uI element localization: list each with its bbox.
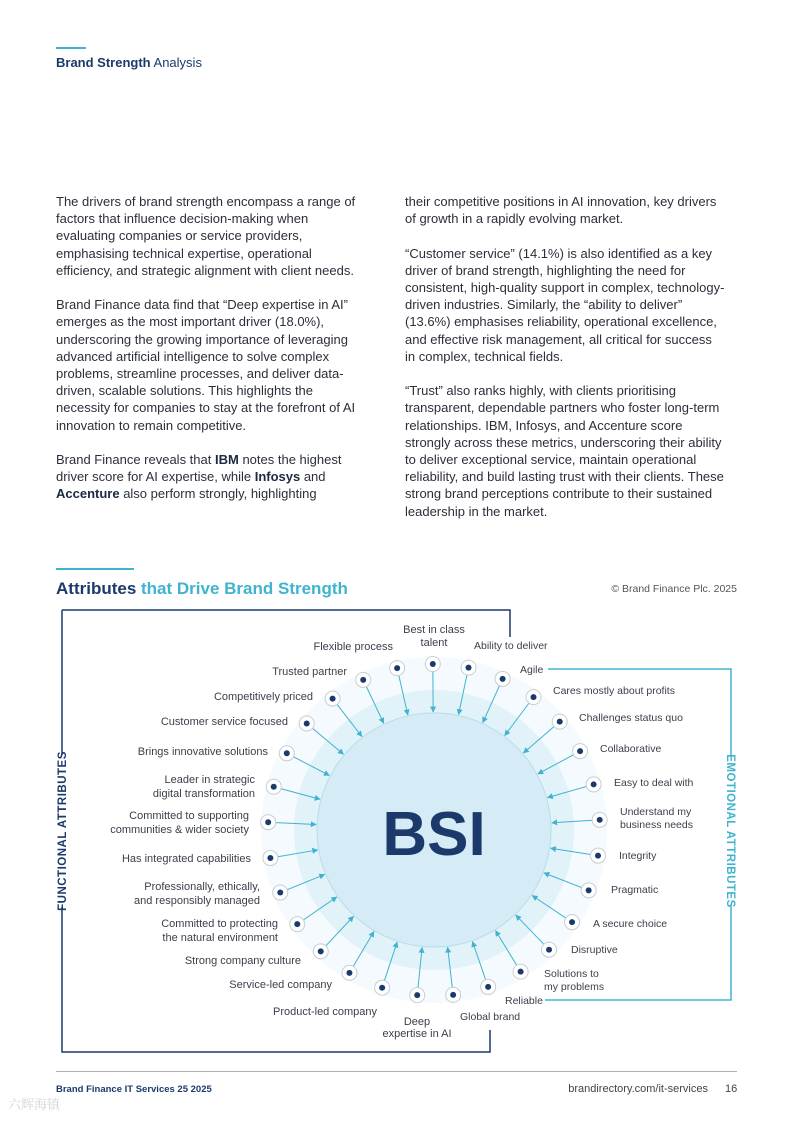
dot-professionally-ethically-and-responsibly-managed (277, 890, 283, 896)
footer-publication: Brand Finance IT Services 25 2025 (56, 1084, 212, 1095)
dot-disruptive (546, 947, 552, 953)
label-service-led-company: Service-led company (229, 979, 332, 991)
label-integrity: Integrity (619, 850, 657, 862)
dot-a-secure-choice (569, 919, 575, 925)
right-paragraph-3: “Trust” also ranks highly, with clients prioritising transparent, dependable partners who foster long-term relationships. IBM, Infosys, and Accenture score strongly across these metrics, underscoring their ability to deliver exceptional service, maintain operational reliability, and build lasting trust with their clients. These strong brand perceptions contribute to their sustained leadership in the market. (405, 383, 724, 519)
label-committed-to-protecting-environment: Committed to protecting the natural environment (161, 918, 278, 944)
dot-flexible-process (394, 665, 400, 671)
emotional-attributes-label: EMOTIONAL ATTRIBUTES (724, 754, 736, 908)
dot-agile (500, 676, 506, 682)
label-professionally-ethically-managed: Professionally, ethically, and responsibly managed (134, 881, 260, 907)
functional-attributes-label: FUNCTIONAL ATTRIBUTES (57, 751, 69, 911)
label-competitively-priced: Competitively priced (213, 691, 313, 703)
dot-leader-in-strategic-digital-transformation (271, 784, 277, 790)
dot-solutions-to-my-problems (518, 969, 524, 975)
label-collaborative: Collaborative (600, 743, 662, 755)
dot-best-in-class-talent (430, 661, 436, 667)
dot-product-led-company (379, 985, 385, 991)
label-brings-innovative-solutions: Brings innovative solutions (137, 746, 268, 758)
label-a-secure-choice: A secure choice (593, 918, 668, 930)
footer-rule (56, 1071, 737, 1072)
label-deep-expertise-in-ai: Deep expertise in AI (382, 1016, 452, 1040)
label-leader-in-strategic-digital-transformation: Leader in strategic digital transformation (152, 774, 255, 800)
left-paragraph-1: The drivers of brand strength encompass a range of factors that influence decision-making when evaluating companies or service providers, emphasising technical expertise, operational efficiency, and strategic alignment with client needs. (56, 194, 356, 278)
dot-global-brand (450, 992, 456, 998)
dot-deep-expertise-in-ai (414, 992, 420, 998)
bsi-attribute-diagram (0, 600, 793, 1065)
dot-service-led-company (346, 970, 352, 976)
label-strong-company-culture: Strong company culture (184, 955, 301, 967)
footer-url[interactable]: brandirectory.com/it-services (568, 1083, 708, 1095)
dot-committed-to-supporting-communities-wider-society (265, 819, 271, 825)
label-global-brand: Global brand (460, 1011, 521, 1023)
label-reliable: Reliable (505, 995, 543, 1007)
right-paragraph-2: “Customer service” (14.1%) is also identified as a key driver of brand strength, highlighting the need for consistent, high-quality support in complex, technology-driven industries. Similarly, the “ability to deliver” (13.6%) emphasises reliability, operational excellence, and effective risk management, all critical for success in complex, technical fields. (405, 245, 725, 364)
section-title: Attributes that Drive Brand Strength (56, 579, 348, 598)
right-column (405, 193, 725, 537)
dot-cares-mostly-about-profits (531, 694, 537, 700)
watermark: 六辉海镇 (8, 1097, 61, 1112)
page-number: 16 (725, 1083, 738, 1095)
bsi-center-label: BSI (382, 800, 486, 869)
dot-committed-to-protecting-the-natural-environment (294, 921, 300, 927)
dot-customer-service-focused (304, 720, 310, 726)
label-flexible-process: Flexible process (313, 641, 393, 653)
dot-reliable (485, 984, 491, 990)
label-easy-to-deal-with: Easy to deal with (614, 777, 694, 789)
dot-understand-my-business-needs (597, 817, 603, 823)
label-cares-mostly-about-profits: Cares mostly about profits (553, 685, 675, 697)
right-paragraph-1: their competitive positions in AI innovation, key drivers of growth in a rapidly evolving market. (405, 194, 717, 227)
dot-pragmatic (586, 887, 592, 893)
label-has-integrated-capabilities: Has integrated capabilities (121, 853, 251, 865)
header-accent-rule (56, 47, 86, 49)
label-understand-my-business-needs: Understand my business needs (620, 806, 693, 831)
label-solutions-to-my-problems: Solutions to my problems (544, 968, 605, 993)
dot-trusted-partner (360, 677, 366, 683)
dot-integrity (595, 853, 601, 859)
left-paragraph-2: Brand Finance data find that “Deep expertise in AI” emerges as the most important driver (18.0%), underscoring the growing importance of leveraging advanced artificial intelligence to solve complex problems, streamline processes, and deliver data-driven, scalable solutions. This highlights the necessity for companies to stay at the forefront of AI innovation to remain competitive. (56, 297, 356, 433)
label-pragmatic: Pragmatic (611, 884, 659, 896)
label-customer-service-focused: Customer service focused (160, 716, 288, 728)
dot-has-integrated-capabilities (267, 855, 273, 861)
label-challenges-status-quo: Challenges status quo (579, 712, 683, 724)
dot-easy-to-deal-with (591, 781, 597, 787)
label-ability-to-deliver: Ability to deliver (474, 640, 548, 652)
label-agile: Agile (520, 664, 544, 676)
header-title: Brand Strength Analysis (56, 55, 202, 70)
label-product-led-company: Product-led company (273, 1006, 377, 1018)
label-best-in-class-talent: Best in class talent (403, 624, 465, 649)
label-disruptive: Disruptive (571, 944, 618, 956)
dot-ability-to-deliver (466, 665, 472, 671)
dot-brings-innovative-solutions (284, 750, 290, 756)
left-column (56, 193, 356, 520)
label-trusted-partner: Trusted partner (272, 666, 347, 678)
left-paragraph-3: Brand Finance reveals that IBM notes the highest driver score for AI expertise, while Infosys and Accenture also perform strongly, highlighting (56, 452, 342, 502)
section-accent-rule (56, 568, 134, 570)
label-committed-to-supporting-communities: Committed to supporting communities & wider society (110, 810, 249, 836)
dot-collaborative (577, 748, 583, 754)
copyright: © Brand Finance Plc. 2025 (611, 583, 737, 595)
dot-challenges-status-quo (557, 719, 563, 725)
dot-strong-company-culture (318, 948, 324, 954)
dot-competitively-priced (330, 696, 336, 702)
